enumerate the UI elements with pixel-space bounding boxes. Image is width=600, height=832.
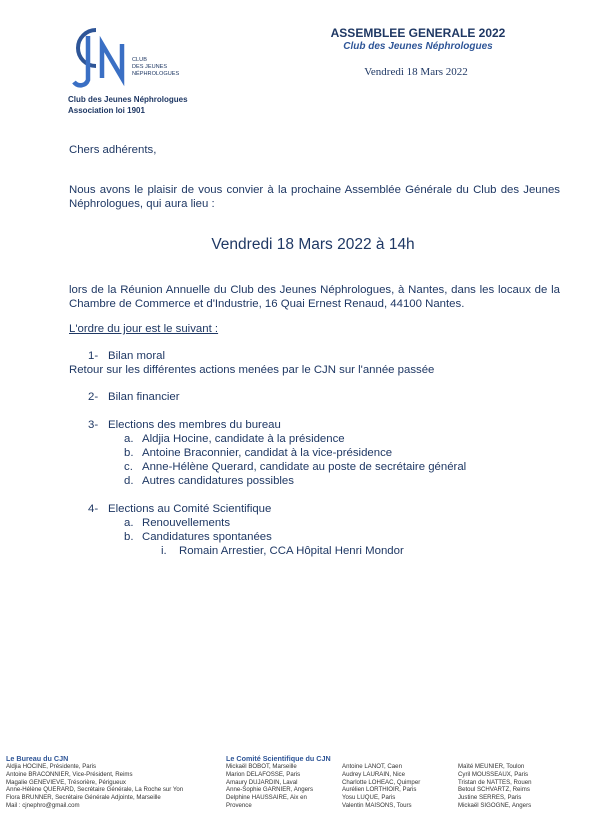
footer-comite-col1 [226,763,313,810]
footer-line: Delphine HAUSSAIRE, Aix en [226,794,307,802]
footer-line: Charlotte LOHEAC, Quimper [342,778,421,786]
subitem-text: Autres candidatures possibles [142,475,294,487]
footer-line: Mickaël SIGOGNE, Angers [458,801,532,809]
agenda-label: Elections au Comité Scientifique [108,503,272,515]
footer-line: Yosu LUQUE, Paris [342,794,396,802]
logo-tagline [132,57,179,78]
footer-line: Maïté MEUNIER, Toulon [458,763,525,770]
footer-line: Audrey LAURAIN, Nice [342,770,405,778]
footer-line: Mickaël BOBOT, Marseille [226,763,297,770]
agenda-subitem [124,474,294,488]
footer-line: Anne-Sophie GARNIER, Angers [226,786,314,794]
org-status: Association loi 1901 [68,106,145,115]
subitem-text: Candidatures spontanées [142,531,272,543]
subsubitem-numeral: i. [161,545,167,557]
footer-bureau-heading: Le Bureau du CJN [6,754,69,763]
agenda-label: Bilan moral [108,350,165,362]
agenda-item-1 [88,349,165,363]
subitem-letter: a. [124,433,134,445]
subsubitem-text: Romain Arrestier, CCA Hôpital Henri Mondor [179,545,404,557]
footer-line: Amaury DUJARDIN, Laval [226,778,298,786]
agenda-item-4 [88,502,271,516]
intro-paragraph: Nous avons le plaisir de vous convier à la prochaine Assemblée Générale du Club des Jeunes Néphrologues, qui aura lieu : [69,184,560,210]
footer-line: Antoine BRACONNIER, Vice-Président, Reims [6,770,133,778]
agenda-number: 3- [88,419,99,431]
footer-line: Aldjia HOCINE, Présidente, Paris [6,763,97,770]
footer-line: Antoine LANOT, Caen [342,763,402,770]
logo-tagline-line: CLUB [132,57,147,63]
event-date: Vendredi 18 Mars 2022 à 14h [211,236,415,253]
subitem-letter: c. [124,461,133,473]
footer-line: Betoul SCHVARTZ, Reims [458,786,530,794]
subitem-letter: b. [124,531,134,543]
footer-bureau [6,754,183,810]
document-subtitle: Club des Jeunes Néphrologues [343,41,493,52]
agenda-subitem [124,516,230,530]
logo-tagline-line: NÉPHROLOGUES [132,71,180,77]
footer-line: Tristan de NATTES, Rouen [458,778,532,786]
footer-line: Cyril MOUSSEAUX, Paris [458,770,529,778]
subitem-letter: a. [124,517,134,529]
subitem-text: Aldjia Hocine, candidate à la présidence [142,433,345,445]
footer-line: Magalie GENEVIEVE, Trésorière, Périgueux [6,778,126,786]
footer-line: Valentin MAISONS, Tours [342,801,412,809]
footer-line: Aurélien LORTHIOIR, Paris [342,786,417,794]
footer-line: Justine SERRES, Paris [458,794,522,802]
footer-line: Marion DELAFOSSE, Paris [226,770,301,778]
footer-comite-heading-wrap [226,754,331,763]
cjn-logo [66,26,186,92]
agenda-subitem [124,530,272,544]
footer-comite-heading: Le Comité Scientifique du CJN [226,754,331,763]
agenda-subsubitem [161,544,404,558]
agenda-subitem [124,432,345,446]
logo-caption [68,94,188,116]
agenda-subitem [124,460,466,474]
org-name: Club des Jeunes Néphrologues [68,95,188,104]
greeting: Chers adhérents, [69,144,157,156]
footer-line: Flora BRUNNER, Secrétaire Générale Adjointe, Marseille [6,794,161,802]
agenda-number: 1- [88,350,99,362]
agenda-heading: L'ordre du jour est le suivant : [69,323,219,335]
agenda-number: 2- [88,391,99,403]
logo-tagline-line: DES JEUNES [132,64,168,70]
footer-comite-col3 [458,763,532,810]
document-date: Vendredi 18 Mars 2022 [364,66,468,78]
subitem-text: Antoine Braconnier, candidat à la vice-présidence [142,447,393,459]
agenda-item-3 [88,418,281,432]
agenda-subitem [124,446,392,460]
subitem-letter: b. [124,447,134,459]
location-paragraph: lors de la Réunion Annuelle du Club des Jeunes Néphrologues, à Nantes, dans les locaux de la Chambre de Commerce et d'Industrie, 16 Quai Ernest Renaud, 44100 Nantes. [69,284,560,310]
footer-comite-col2 [342,763,420,810]
footer-line: Anne-Hélène QUERARD, Secrétaire Générale, La Roche sur Yon [6,786,184,794]
agenda-item-2 [88,390,180,404]
agenda-label: Bilan financier [108,391,180,403]
subitem-text: Renouvellements [142,517,231,529]
subitem-letter: d. [124,475,134,487]
agenda-item-1-detail: Retour sur les différentes actions menées par le CJN sur l'année passée [69,364,435,376]
agenda-number: 4- [88,503,99,515]
document-title: ASSEMBLEE GENERALE 2022 [330,26,506,40]
subitem-text: Anne-Hélène Querard, candidate au poste de secrétaire général [142,461,467,473]
footer-line: Provence [226,801,252,809]
footer-email: Mail : cjnephro@gmail.com [6,801,80,809]
agenda-label: Elections des membres du bureau [108,419,281,431]
